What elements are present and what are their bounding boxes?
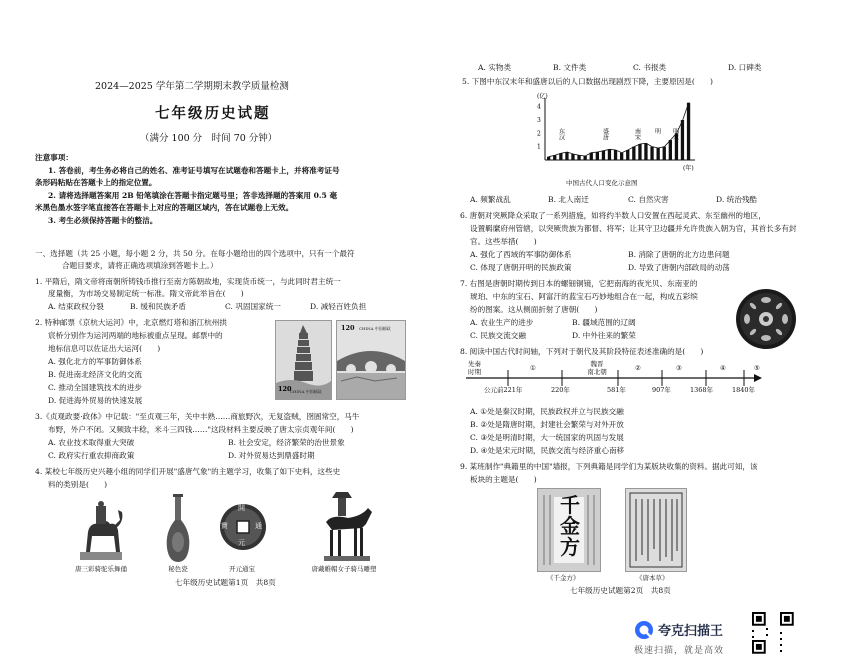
population-bar: [663, 147, 666, 160]
caption-tangbencao: 《唐本草》: [636, 574, 669, 582]
q4-line2: 料的类别是( ): [48, 480, 108, 489]
horse-rider-figurine-image: [318, 488, 376, 566]
notice-heading: 注意事项：: [35, 153, 73, 162]
q2-line3: 地标信息可以佐证出大运河( ): [48, 344, 161, 353]
section1-line2: 合题目要求，请将正确选项填涂到答题卡上。）: [62, 261, 218, 270]
chart-y-tick: 2: [537, 130, 541, 138]
q5-option-d: D. 统治残酷: [716, 195, 758, 204]
q6-line3: 官。这些举措( ): [470, 237, 537, 246]
q1-line1: 1. 平隋后，隋文帝将南朝所铸钱币推行至南方陈朝故地，实现货币统一，与此同时君主统一: [35, 277, 341, 286]
timeline-label-3: ③: [676, 364, 682, 372]
chart-period-label: 明: [653, 128, 661, 134]
q6-option-d: D. 导致了唐朝内部政局的动荡: [628, 263, 730, 272]
q8-option-d: D. ④处是宋元时期，民族交流与经济重心南移: [470, 446, 625, 455]
population-bar: [632, 147, 635, 160]
timeline-year-6: 1840年: [732, 386, 756, 394]
q8-option-a: A. ①处是秦汉时期，民族政权并立与民族交融: [470, 407, 624, 416]
exam-subtitle: （满分 100 分 时间 70 分钟）: [140, 133, 278, 144]
caption-horse: 唐戴帷帽女子骑马雕塑: [311, 565, 377, 573]
stamp-brand-2: CHINA 中国邮政: [359, 326, 391, 331]
q5-option-a: A. 频繁战乱: [470, 195, 511, 204]
q6-option-b: B. 消除了唐朝的北方边患问题: [628, 250, 730, 259]
chart-period-label: 明末: [671, 128, 679, 140]
q3-option-d: D. 对外贸易达到鼎盛时期: [228, 451, 315, 460]
population-bar: [608, 149, 611, 160]
population-bar: [559, 153, 562, 160]
q4-option-b: B. 文件类: [553, 63, 587, 72]
population-bar: [571, 154, 574, 160]
q7-option-b: B. 疆域范围的辽阔: [572, 318, 636, 327]
q3-line1: 3.《贞观政要·政体》中记载："至贞观三年，关中丰熟……商旅野次，无复盗贼，囹圄常空，马牛: [35, 412, 360, 421]
population-bar: [638, 144, 641, 160]
population-bar: [626, 150, 629, 160]
q2-line1: 2. 特种邮票《京杭大运河》中，北京燃灯塔和浙江杭州拱: [35, 318, 227, 327]
notice-2b: 米黑色墨水签字笔直接答在答题卡上对应的答题区域内，答在试题卷上无效。: [35, 203, 294, 212]
population-trend-line: [549, 103, 689, 157]
q7-line1: 7. 右图是唐朝时期传到日本的螺钿铜镜，它把南海的夜光贝、东南亚的: [460, 279, 698, 288]
chart-period-label: 东汉: [557, 128, 565, 140]
stamp-value-1: 120: [278, 385, 292, 393]
population-bar: [644, 143, 647, 160]
q8-text: 8. 阅读中国古代时间轴，下列对于朝代及其阶段特征表述准确的是( ): [460, 347, 704, 356]
quark-logo-icon: [634, 620, 654, 640]
bronze-mirror-image: [735, 288, 797, 350]
q1-line2: 度量衡，为市场交易制定统一标准。隋文帝此举旨在( ): [48, 289, 244, 298]
timeline-label-preqin: 先秦 时期: [468, 360, 481, 376]
tangbencao-book-image: [625, 488, 687, 572]
q4-option-a: A. 实物类: [478, 63, 512, 72]
scanner-slogan: 极速扫描，就是高效: [634, 646, 725, 656]
q7-line2: 琥珀、中东的宝石、阿富汗的蓝宝石巧妙地组合在一起，构成五彩缤: [470, 292, 698, 301]
q6-line1: 6. 唐朝对突厥降众采取了一系列措施，如将约半数人口安置在西起灵武、东至幽州的地区，: [460, 211, 766, 220]
population-bar: [584, 156, 587, 160]
q4-line1: 4. 某校七年级历史兴趣小组的同学们开展"盛唐气象"的主题学习，收集了如下史料，这些史: [35, 467, 341, 476]
timeline-label-weijin: 魏晋 南北朝: [587, 360, 607, 376]
timeline-label-1: ①: [530, 364, 536, 372]
timeline-year-3: 581年: [607, 386, 626, 394]
caption-camel: 唐三彩骑驼乐舞俑: [75, 565, 127, 573]
q3-option-a: A. 农业技术取得重大突破: [48, 438, 135, 447]
q4-option-c: C. 书报类: [633, 63, 667, 72]
chart-x-label: (年): [683, 165, 694, 172]
population-bar: [565, 152, 568, 160]
q9-line2: 板块的主题是( ): [470, 475, 537, 484]
coin-char-right: 通: [255, 522, 262, 530]
population-bar: [577, 155, 580, 160]
coin-char-left: 寶: [221, 522, 228, 530]
q3-option-c: C. 政府实行重农抑商政策: [48, 451, 135, 460]
stamp-bridge: [336, 320, 406, 400]
coin-char-bottom: 元: [238, 539, 245, 547]
chart-y-tick: 3: [537, 117, 541, 124]
population-bar: [596, 152, 599, 160]
caption-qianjinfang: 《千金方》: [547, 574, 580, 582]
q1-option-d: D. 减轻百姓负担: [310, 302, 367, 311]
timeline-year-2: 220年: [551, 386, 570, 394]
right-page-footer: 七年级历史试题第2页 共8页: [570, 586, 671, 595]
book-title-qianjinfang: 千金方: [560, 493, 580, 559]
q6-option-a: A. 强化了西域的军事防御体系: [470, 250, 572, 259]
q1-option-c: C. 巩固国家统一: [225, 302, 281, 311]
q4-option-d: D. 口碑类: [728, 63, 762, 72]
population-bar: [650, 147, 653, 160]
timeline-arrow: [754, 374, 762, 382]
chart-y-label: (亿): [537, 93, 548, 100]
notice-1b: 条形码粘贴在答题卡上的指定位置。: [35, 178, 157, 187]
timeline-label-2: ②: [635, 364, 641, 372]
population-bar: [669, 140, 672, 160]
q6-option-c: C. 体现了唐朝开明的民族政策: [470, 263, 572, 272]
chart-caption: 中国古代人口变化示意图: [566, 179, 638, 187]
exam-title: 七年级历史试题: [155, 105, 271, 122]
population-chart: [525, 90, 705, 176]
q7-option-d: D. 中外往来的繁荣: [572, 331, 636, 340]
q5-option-b: B. 北人南迁: [548, 195, 589, 204]
q8-option-b: B. ②处是隋唐时期，封建社会繁荣与对外开放: [470, 420, 624, 429]
q3-line2: 布野，外户不闭。又频致丰稔，米斗三四钱……"这段材料主要反映了唐太宗贞观年间( ): [48, 425, 354, 434]
population-bar: [547, 157, 550, 160]
caption-coin: 开元通宝: [229, 565, 255, 573]
population-bar: [602, 151, 605, 160]
timeline-label-5: ⑤: [754, 364, 760, 372]
celadon-vase-image: [163, 492, 193, 566]
q2-line2: 宸桥分别作为运河两端的地标被重点呈现。邮票中的: [48, 331, 223, 340]
chart-period-label: 南宋: [633, 128, 641, 140]
q6-line2: 设置羁縻府州管辖，以突厥贵族为都督、将军；让其守卫边疆并允许贵族入朝为官，其首长多有封: [470, 224, 797, 233]
timeline-year-5: 1368年: [690, 386, 714, 394]
q2-option-a: A. 强化北方的军事防御体系: [48, 357, 142, 366]
exam-year-heading: 2024—2025 学年第二学期期末教学质量检测: [95, 81, 289, 92]
timeline-label-4: ④: [720, 364, 726, 372]
population-bar: [687, 103, 690, 160]
notice-1a: 1. 答卷前，考生务必将自己的姓名、准考证号填写在试题卷和答题卡上，并将准考证号: [48, 166, 340, 175]
q2-option-b: B. 促进南北经济文化的交流: [48, 370, 142, 379]
qianjinfang-book-image: [537, 488, 601, 572]
q5-option-c: C. 自然灾害: [628, 195, 669, 204]
notice-3: 3. 考生必须保持答题卡的整洁。: [48, 216, 158, 225]
chart-y-tick: 4: [537, 103, 541, 111]
population-bar: [620, 153, 623, 160]
q1-option-b: B. 缓和民族矛盾: [130, 302, 186, 311]
caption-vase: 秘色瓷: [168, 565, 188, 573]
scanner-brand: 夸克扫描王: [658, 624, 724, 639]
q9-line1: 9. 某班制作"典籍里的中国"墙报，下列典籍是同学们为某版块收集的资料。据此可知，该: [460, 462, 758, 471]
chart-y-tick: 1: [537, 143, 541, 151]
timeline-year-4: 907年: [652, 386, 671, 394]
q7-option-c: C. 民族交流交融: [470, 331, 526, 340]
q2-option-c: C. 推动全国建筑技术的进步: [48, 383, 142, 392]
q3-option-b: B. 社会安定，经济繁荣的治世景象: [228, 438, 345, 447]
stamp-value-2: 120: [341, 324, 355, 332]
population-bar: [657, 148, 660, 160]
camel-figurine-image: [70, 494, 130, 564]
population-bar: [681, 120, 684, 160]
qr-code-icon: [750, 610, 796, 656]
chart-period-label: 盛唐: [601, 128, 609, 140]
stamp-brand-1: CHINA 中国邮政: [290, 389, 322, 394]
q7-option-a: A. 农业生产的进步: [470, 318, 534, 327]
q1-option-a: A. 结束政权分裂: [48, 302, 104, 311]
timeline-year-1: 公元前221年: [484, 386, 523, 394]
q5-text: 5. 下图中东汉末年和盛唐以后的人口数据出现剧烈下降，主要原因是( ): [462, 77, 713, 86]
coin-char-top: 開: [238, 504, 245, 512]
left-page-footer: 七年级历史试题第1页 共8页: [175, 578, 276, 587]
q7-line3: 纷的图案。这从侧面折射了唐朝( ): [470, 305, 598, 314]
q8-option-c: C. ③处是明清时期，大一统国家的巩固与发展: [470, 433, 624, 442]
q2-option-d: D. 促进海外贸易的快速发展: [48, 396, 143, 405]
section1-line1: 一、选择题（共 25 小题，每小题 2 分，共 50 分。在每小题给出的四个选项中，只有一个最符: [35, 249, 355, 258]
stamp-pagoda: [275, 320, 332, 400]
population-bar: [614, 150, 617, 160]
notice-2a: 2. 请将选择题答案用 2B 铅笔填涂在答题卡指定题号里；答非选择题的答案用 0.5 毫: [48, 191, 338, 200]
